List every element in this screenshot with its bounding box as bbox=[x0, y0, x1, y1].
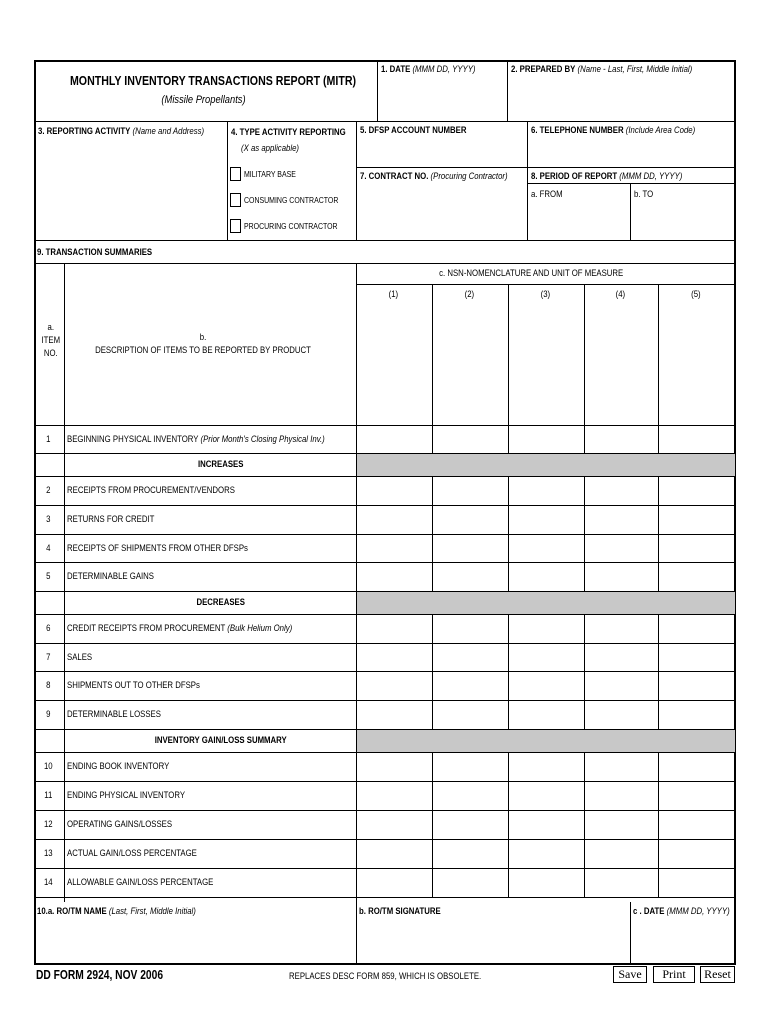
item-number: 9 bbox=[46, 709, 51, 720]
quantity-cell[interactable] bbox=[585, 753, 658, 781]
quantity-cell[interactable] bbox=[509, 426, 584, 453]
quantity-cell[interactable] bbox=[509, 615, 584, 643]
item-note: (Prior Month's Closing Physical Inv.) bbox=[200, 434, 325, 445]
period-to-field[interactable] bbox=[631, 184, 735, 240]
quantity-cell[interactable] bbox=[433, 615, 508, 643]
quantity-cell[interactable] bbox=[585, 506, 658, 534]
telephone-hint: (Include Area Code) bbox=[625, 125, 696, 136]
quantity-cell[interactable] bbox=[659, 672, 735, 700]
quantity-cell[interactable] bbox=[357, 563, 432, 591]
quantity-cell[interactable] bbox=[585, 477, 658, 505]
quantity-cell[interactable] bbox=[659, 753, 735, 781]
quantity-cell[interactable] bbox=[585, 535, 658, 562]
item-number: 3 bbox=[46, 514, 51, 525]
section-label: DECREASES bbox=[196, 597, 245, 608]
reporting-activity-label: 3. REPORTING ACTIVITY bbox=[38, 126, 131, 137]
item-number: 13 bbox=[43, 848, 53, 859]
quantity-cell[interactable] bbox=[659, 782, 735, 810]
item-number: 4 bbox=[46, 543, 51, 554]
section-label: INVENTORY GAIN/LOSS SUMMARY bbox=[154, 735, 287, 746]
print-button[interactable]: Print bbox=[653, 966, 695, 983]
quantity-cell[interactable] bbox=[433, 535, 508, 562]
quantity-cell[interactable] bbox=[585, 644, 658, 671]
procuring-contractor-label: PROCURING CONTRACTOR bbox=[244, 221, 338, 231]
quantity-cell[interactable] bbox=[357, 811, 432, 839]
item-description: ENDING PHYSICAL INVENTORY bbox=[67, 790, 186, 801]
signature-date-label: c . DATE bbox=[633, 906, 665, 917]
form-subtitle: (Missile Propellants) bbox=[161, 94, 246, 106]
quantity-cell[interactable] bbox=[433, 672, 508, 700]
quantity-cell[interactable] bbox=[659, 701, 735, 729]
quantity-cell[interactable] bbox=[509, 535, 584, 562]
nsn-column-header: (4) bbox=[615, 289, 626, 300]
quantity-cell[interactable] bbox=[433, 840, 508, 868]
nsn-column-header: (5) bbox=[691, 289, 701, 300]
item-number: 6 bbox=[46, 623, 51, 634]
item-description: ALLOWABLE GAIN/LOSS PERCENTAGE bbox=[67, 877, 214, 888]
quantity-cell[interactable] bbox=[585, 426, 658, 453]
shaded-cells bbox=[357, 454, 735, 476]
quantity-cell[interactable] bbox=[659, 615, 735, 643]
telephone-field[interactable] bbox=[528, 122, 735, 167]
quantity-cell[interactable] bbox=[509, 840, 584, 868]
nsn-column-header: (3) bbox=[540, 289, 551, 300]
item-description: RECEIPTS FROM PROCUREMENT/VENDORS bbox=[67, 485, 235, 496]
item-description: CREDIT RECEIPTS FROM PROCUREMENT (Bulk Helium Only) bbox=[67, 623, 293, 634]
quantity-cell[interactable] bbox=[357, 782, 432, 810]
item-number: 8 bbox=[46, 680, 51, 691]
consuming-contractor-label: CONSUMING CONTRACTOR bbox=[244, 195, 339, 205]
quantity-cell[interactable] bbox=[585, 615, 658, 643]
item-description: DETERMINABLE GAINS bbox=[67, 571, 155, 582]
quantity-cell[interactable] bbox=[509, 563, 584, 591]
type-activity-hint: (X as applicable) bbox=[241, 143, 300, 154]
quantity-cell[interactable] bbox=[585, 811, 658, 839]
quantity-cell[interactable] bbox=[509, 506, 584, 534]
quantity-cell[interactable] bbox=[357, 840, 432, 868]
dfsp-account-field[interactable] bbox=[357, 122, 527, 167]
quantity-cell[interactable] bbox=[433, 426, 508, 453]
quantity-cell[interactable] bbox=[585, 869, 658, 897]
dfsp-account-label: 5. DFSP ACCOUNT NUMBER bbox=[360, 125, 467, 136]
quantity-cell[interactable] bbox=[585, 782, 658, 810]
quantity-cell[interactable] bbox=[357, 615, 432, 643]
item-note: (Bulk Helium Only) bbox=[227, 623, 293, 634]
quantity-cell[interactable] bbox=[509, 477, 584, 505]
consuming-contractor-checkbox[interactable] bbox=[230, 193, 241, 207]
telephone-label: 6. TELEPHONE NUMBER bbox=[531, 125, 624, 136]
rotm-name-hint: (Last, First, Middle Initial) bbox=[108, 906, 196, 917]
quantity-cell[interactable] bbox=[659, 840, 735, 868]
quantity-cell[interactable] bbox=[357, 535, 432, 562]
military-base-label: MILITARY BASE bbox=[244, 169, 296, 179]
quantity-cell[interactable] bbox=[659, 426, 735, 453]
nsn-column-header: (2) bbox=[464, 289, 475, 300]
item-description: ACTUAL GAIN/LOSS PERCENTAGE bbox=[67, 848, 197, 859]
item-description: OPERATING GAINS/LOSSES bbox=[67, 819, 173, 830]
quantity-cell[interactable] bbox=[659, 535, 735, 562]
type-activity-label: 4. TYPE ACTIVITY REPORTING bbox=[231, 127, 346, 138]
item-description: ENDING BOOK INVENTORY bbox=[67, 761, 170, 772]
item-number: 11 bbox=[44, 790, 53, 801]
quantity-cell[interactable] bbox=[433, 811, 508, 839]
signature-date-field[interactable] bbox=[631, 903, 735, 964]
quantity-cell[interactable] bbox=[659, 869, 735, 897]
item-description: SHIPMENTS OUT TO OTHER DFSPs bbox=[67, 680, 200, 691]
quantity-cell[interactable] bbox=[357, 477, 432, 505]
save-button[interactable]: Save bbox=[613, 966, 647, 983]
date-hint: (MMM DD, YYYY) bbox=[412, 64, 476, 75]
item-no-header: a. ITEM NO. bbox=[41, 322, 61, 359]
quantity-cell[interactable] bbox=[433, 782, 508, 810]
quantity-cell[interactable] bbox=[357, 644, 432, 671]
reporting-activity-hint: (Name and Address) bbox=[132, 126, 205, 137]
quantity-cell[interactable] bbox=[659, 506, 735, 534]
quantity-cell[interactable] bbox=[659, 563, 735, 591]
quantity-cell[interactable] bbox=[509, 811, 584, 839]
quantity-cell[interactable] bbox=[433, 644, 508, 671]
period-from-field[interactable] bbox=[528, 184, 630, 240]
item-number: 2 bbox=[46, 485, 51, 496]
military-base-checkbox[interactable] bbox=[230, 167, 241, 181]
period-hint: (MMM DD, YYYY) bbox=[619, 171, 683, 182]
quantity-cell[interactable] bbox=[585, 701, 658, 729]
item-number: 10 bbox=[43, 761, 53, 772]
date-field[interactable] bbox=[378, 61, 507, 120]
item-description: RETURNS FOR CREDIT bbox=[67, 514, 155, 525]
reset-button[interactable]: Reset bbox=[700, 966, 735, 983]
quantity-cell[interactable] bbox=[433, 477, 508, 505]
item-description: SALES bbox=[67, 652, 93, 663]
item-description: RECEIPTS OF SHIPMENTS FROM OTHER DFSPs bbox=[67, 543, 248, 554]
item-number: 7 bbox=[46, 652, 51, 663]
replaces-note: REPLACES DESC FORM 859, WHICH IS OBSOLETE. bbox=[289, 971, 482, 982]
shaded-cells bbox=[357, 592, 735, 614]
quantity-cell[interactable] bbox=[433, 563, 508, 591]
rotm-signature-field[interactable] bbox=[357, 903, 630, 964]
quantity-cell[interactable] bbox=[357, 426, 432, 453]
contract-no-hint: (Procuring Contractor) bbox=[430, 171, 508, 182]
nsn-column-header: (1) bbox=[388, 289, 399, 300]
item-description: BEGINNING PHYSICAL INVENTORY (Prior Month's Closing Physical Inv.) bbox=[67, 434, 325, 445]
quantity-cell[interactable] bbox=[433, 506, 508, 534]
quantity-cell[interactable] bbox=[357, 869, 432, 897]
item-number: 1 bbox=[46, 434, 51, 445]
nsn-header: c. NSN-NOMENCLATURE AND UNIT OF MEASURE bbox=[439, 268, 624, 279]
quantity-cell[interactable] bbox=[509, 672, 584, 700]
signature-date-hint: (MMM DD, YYYY) bbox=[666, 906, 730, 917]
quantity-cell[interactable] bbox=[659, 477, 735, 505]
reporting-activity-field[interactable] bbox=[35, 122, 227, 240]
quantity-cell[interactable] bbox=[659, 811, 735, 839]
form-id: DD FORM 2924, NOV 2006 bbox=[36, 968, 164, 982]
item-number: 14 bbox=[43, 877, 53, 888]
contract-no-field[interactable] bbox=[357, 168, 527, 240]
quantity-cell[interactable] bbox=[585, 672, 658, 700]
quantity-cell[interactable] bbox=[357, 753, 432, 781]
period-label: 8. PERIOD OF REPORT bbox=[531, 171, 618, 182]
transactions-section-label: 9. TRANSACTION SUMMARIES bbox=[37, 247, 153, 258]
item-number: 5 bbox=[46, 571, 51, 582]
procuring-contractor-checkbox[interactable] bbox=[230, 219, 241, 233]
rotm-name-label: 10.a. RO/TM NAME bbox=[37, 906, 107, 917]
quantity-cell[interactable] bbox=[357, 506, 432, 534]
prepared-by-hint: (Name - Last, First, Middle Initial) bbox=[577, 64, 693, 75]
quantity-cell[interactable] bbox=[509, 869, 584, 897]
quantity-cell[interactable] bbox=[357, 701, 432, 729]
period-from-label: a. FROM bbox=[531, 189, 563, 200]
quantity-cell[interactable] bbox=[357, 672, 432, 700]
section-label: INCREASES bbox=[197, 459, 244, 470]
quantity-cell[interactable] bbox=[585, 840, 658, 868]
form-title: MONTHLY INVENTORY TRANSACTIONS REPORT (MITR) bbox=[69, 74, 357, 88]
quantity-cell[interactable] bbox=[433, 869, 508, 897]
rotm-name-field[interactable] bbox=[35, 903, 356, 964]
rotm-signature-label: b. RO/TM SIGNATURE bbox=[359, 906, 441, 917]
quantity-cell[interactable] bbox=[433, 701, 508, 729]
prepared-by-field[interactable] bbox=[508, 61, 735, 120]
contract-no-label: 7. CONTRACT NO. bbox=[360, 171, 429, 182]
quantity-cell[interactable] bbox=[659, 644, 735, 671]
quantity-cell[interactable] bbox=[509, 644, 584, 671]
item-description: DETERMINABLE LOSSES bbox=[67, 709, 161, 720]
prepared-by-label: 2. PREPARED BY bbox=[511, 64, 576, 75]
date-label: 1. DATE bbox=[381, 64, 411, 75]
quantity-cell[interactable] bbox=[585, 563, 658, 591]
quantity-cell[interactable] bbox=[433, 753, 508, 781]
period-to-label: b. TO bbox=[634, 189, 654, 200]
quantity-cell[interactable] bbox=[509, 753, 584, 781]
item-number: 12 bbox=[43, 819, 53, 830]
description-header: b. DESCRIPTION OF ITEMS TO BE REPORTED BY PRODUCT bbox=[95, 332, 311, 356]
shaded-cells bbox=[357, 730, 735, 752]
quantity-cell[interactable] bbox=[509, 701, 584, 729]
quantity-cell[interactable] bbox=[509, 782, 584, 810]
